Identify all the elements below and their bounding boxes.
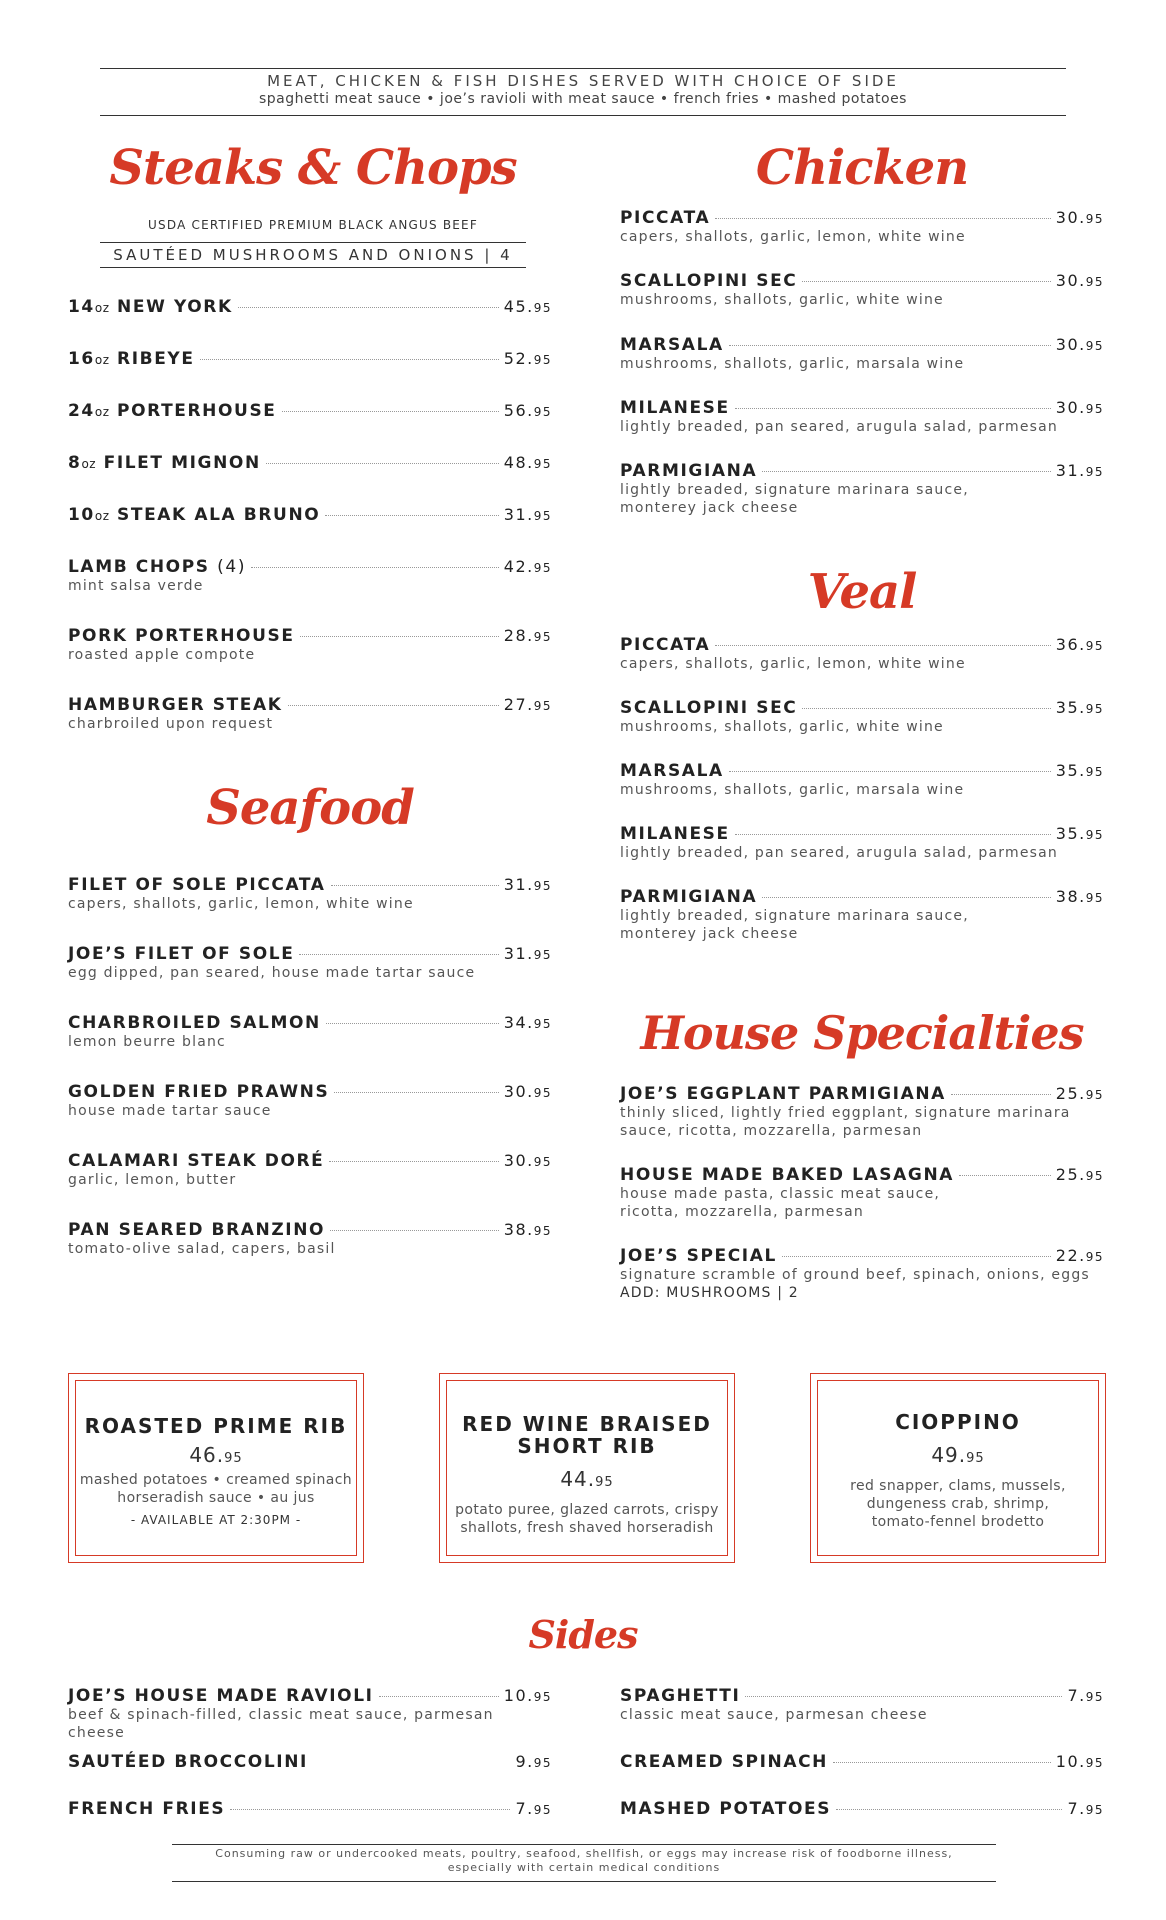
side-item: FRENCH FRIES 7.95 xyxy=(68,1799,552,1819)
usda-note: USDA CERTIFIED PREMIUM BLACK ANGUS BEEF xyxy=(148,218,478,232)
menu-item: GOLDEN FRIED PRAWNS 30.95 house made tartar sauce xyxy=(68,1082,552,1119)
house-specialties-title: House Specialties xyxy=(640,1006,1084,1060)
served-with-heading: MEAT, CHICKEN & FISH DISHES SERVED WITH CHOICE OF SIDE xyxy=(267,72,899,90)
menu-item: PARMIGIANA 31.95 lightly breaded, signature marinara sauce, monterey jack cheese xyxy=(620,461,1104,516)
menu-item: PAN SEARED BRANZINO 38.95 tomato-olive salad, capers, basil xyxy=(68,1220,552,1257)
mushroom-addon: SAUTÉED MUSHROOMS AND ONIONS | 4 xyxy=(100,242,526,268)
seafood-title: Seafood xyxy=(206,780,414,836)
side-item: JOE’S HOUSE MADE RAVIOLI 10.95 beef & spinach-filled, classic meat sauce, parmesan cheese xyxy=(68,1686,552,1741)
menu-item: PORK PORTERHOUSE 28.95 roasted apple compote xyxy=(68,626,552,663)
menu-item: SCALLOPINI SEC 35.95 mushrooms, shallots, garlic, white wine xyxy=(620,698,1104,735)
featured-prime-rib: ROASTED PRIME RIB 46.95 mashed potatoes • creamed spinach horseradish sauce • au jus - AVAILABLE AT 2:30PM - xyxy=(68,1373,364,1563)
health-disclaimer: Consuming raw or undercooked meats, poultry, seafood, shellfish, or eggs may increase risk of foodborne illness, especially with certain medical conditions xyxy=(172,1844,996,1882)
side-item: SAUTÉED BROCCOLINI 9.95 xyxy=(68,1752,552,1772)
sides-title: Sides xyxy=(528,1612,638,1657)
side-item: MASHED POTATOES 7.95 xyxy=(620,1799,1104,1819)
side-choices: spaghetti meat sauce • joe’s ravioli with meat sauce • french fries • mashed potatoes xyxy=(259,91,907,107)
menu-item: SCALLOPINI SEC 30.95 mushrooms, shallots, garlic, white wine xyxy=(620,271,1104,308)
menu-item: JOE’S FILET OF SOLE 31.95 egg dipped, pan seared, house made tartar sauce xyxy=(68,944,552,981)
menu-item: HAMBURGER STEAK 27.95 charbroiled upon request xyxy=(68,695,552,732)
menu-item: 8oz FILET MIGNON 48.95 xyxy=(68,453,552,473)
menu-item: PICCATA 36.95 capers, shallots, garlic, lemon, white wine xyxy=(620,635,1104,672)
menu-item: 14oz NEW YORK 45.95 xyxy=(68,297,552,317)
menu-item: 24oz PORTERHOUSE 56.95 xyxy=(68,401,552,421)
side-item: CREAMED SPINACH 10.95 xyxy=(620,1752,1104,1772)
menu-item: JOE’S SPECIAL 22.95 signature scramble of ground beef, spinach, onions, eggs ADD: MUSHROOMS | 2 xyxy=(620,1246,1104,1301)
menu-item: LAMB CHOPS (4) 42.95 mint salsa verde xyxy=(68,557,552,594)
menu-item: MILANESE 35.95 lightly breaded, pan seared, arugula salad, parmesan xyxy=(620,824,1104,861)
menu-item: CHARBROILED SALMON 34.95 lemon beurre blanc xyxy=(68,1013,552,1050)
menu-item: MILANESE 30.95 lightly breaded, pan seared, arugula salad, parmesan xyxy=(620,398,1104,435)
menu-item: CALAMARI STEAK DORÉ 30.95 garlic, lemon, butter xyxy=(68,1151,552,1188)
chicken-title: Chicken xyxy=(755,140,969,196)
menu-item: MARSALA 35.95 mushrooms, shallots, garlic, marsala wine xyxy=(620,761,1104,798)
menu-item: 16oz RIBEYE 52.95 xyxy=(68,349,552,369)
menu-item: JOE’S EGGPLANT PARMIGIANA 25.95 thinly sliced, lightly fried eggplant, signature marinara sauce, ricotta, mozzarella, parmesan xyxy=(620,1084,1104,1139)
menu-item: 10oz STEAK ALA BRUNO 31.95 xyxy=(68,505,552,525)
steaks-title: Steaks & Chops xyxy=(109,140,517,196)
menu-item: MARSALA 30.95 mushrooms, shallots, garlic, marsala wine xyxy=(620,335,1104,372)
featured-short-rib: RED WINE BRAISED SHORT RIB 44.95 potato puree, glazed carrots, crispy shallots, fresh shaved horseradish xyxy=(439,1373,735,1563)
menu-item: FILET OF SOLE PICCATA 31.95 capers, shallots, garlic, lemon, white wine xyxy=(68,875,552,912)
featured-cioppino: CIOPPINO 49.95 red snapper, clams, mussels, dungeness crab, shrimp, tomato-fennel brodetto xyxy=(810,1373,1106,1563)
menu-item: PICCATA 30.95 capers, shallots, garlic, lemon, white wine xyxy=(620,208,1104,245)
served-with-banner xyxy=(100,68,1066,116)
side-item: SPAGHETTI 7.95 classic meat sauce, parmesan cheese xyxy=(620,1686,1104,1723)
veal-title: Veal xyxy=(807,564,917,620)
menu-item: HOUSE MADE BAKED LASAGNA 25.95 house made pasta, classic meat sauce, ricotta, mozzarella, parmesan xyxy=(620,1165,1104,1220)
menu-item: PARMIGIANA 38.95 lightly breaded, signature marinara sauce, monterey jack cheese xyxy=(620,887,1104,942)
